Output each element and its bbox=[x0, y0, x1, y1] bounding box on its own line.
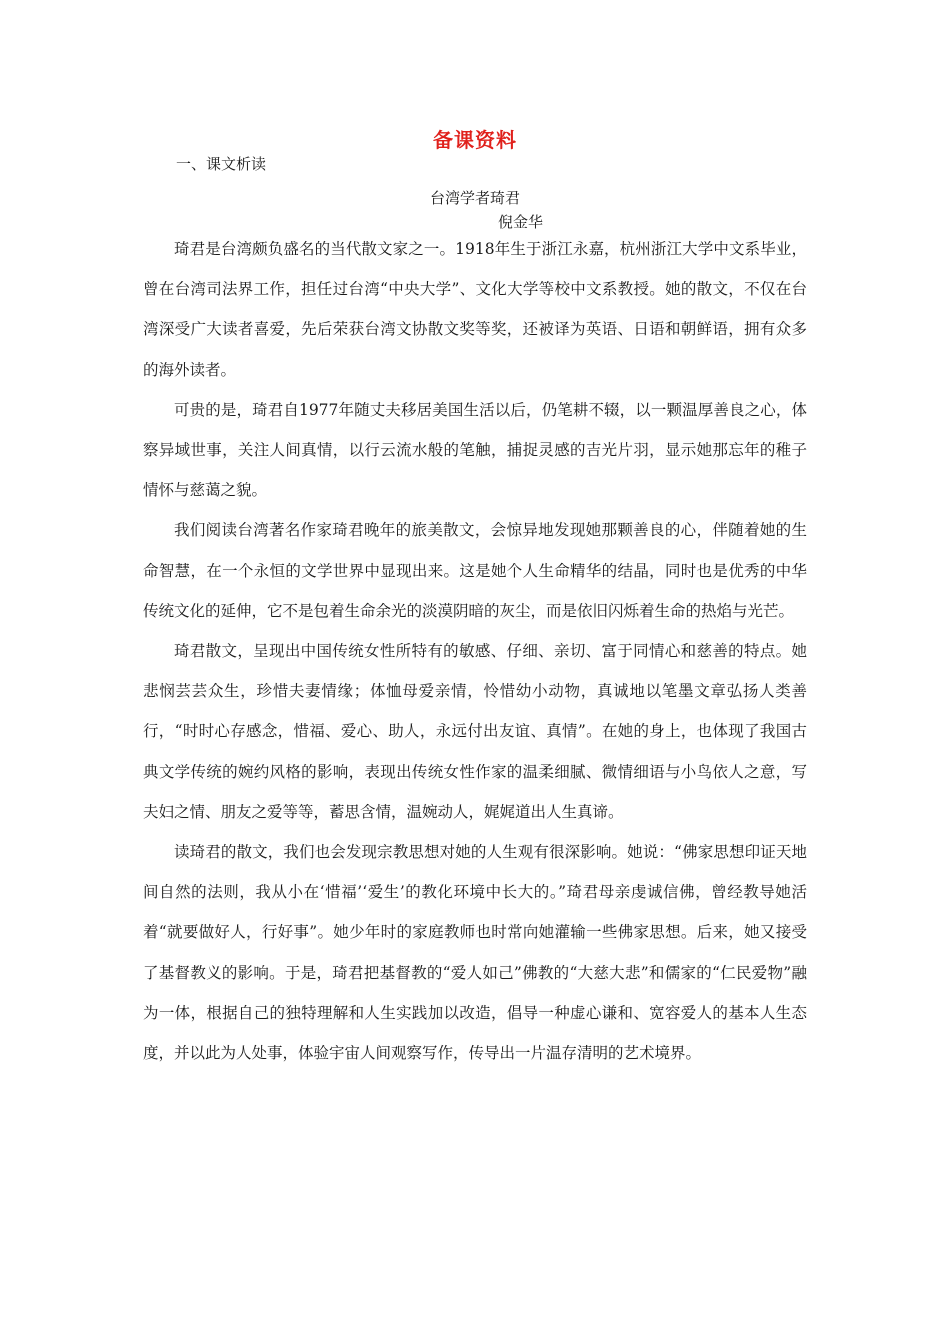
article-author: 倪金华 bbox=[498, 213, 544, 231]
paragraph-3: 我们阅读台湾著名作家琦君晚年的旅美散文，会惊异地发现她那颗善良的心，伴随着她的生命智慧，在一个永恒的文学世界中显现出来。这是她个人生命精华的结晶，同时也是优秀的中华传统文化的延伸，它不是包着生命余光的淡漠阴暗的灰尘，而是依旧闪烁着生命的热焰与光芒。 bbox=[143, 521, 807, 620]
paragraph-1: 琦君是台湾颇负盛名的当代散文家之一。1918年生于浙江永嘉，杭州浙江大学中文系毕业，曾在台湾司法界工作，担任过台湾“中央大学”、文化大学等校中文系教授。她的散文，不仅在台湾深受广大读者喜爱，先后荣获台湾文协散文奖等奖，还被译为英语、日语和朝鲜语，拥有众多的海外读者。 bbox=[143, 240, 807, 379]
paragraph-2: 可贵的是，琦君自1977年随丈夫移居美国生活以后，仍笔耕不辍，以一颗温厚善良之心，体察异域世事，关注人间真情，以行云流水般的笔触，捕捉灵感的吉光片羽，显示她那忘年的稚子情怀与慈蔼之貌。 bbox=[143, 400, 807, 500]
article-body bbox=[143, 229, 807, 1073]
article-title: 台湾学者琦君 bbox=[429, 189, 520, 207]
document-title: 备课资料 bbox=[433, 128, 517, 152]
section-heading: 一、课文析读 bbox=[176, 155, 267, 173]
paragraph-4: 琦君散文，呈现出中国传统女性所特有的敏感、仔细、亲切、富于同情心和慈善的特点。她悲悯芸芸众生，珍惜夫妻情缘；体恤母爱亲情，怜惜幼小动物，真诚地以笔墨文章弘扬人类善行，“时时心存感念，惜福、爱心、助人，永远付出友谊、真情”。在她的身上，也体现了我国古典文学传统的婉约风格的影响，表现出传统女性作家的温柔细腻、微情细语与小鸟依人之意，写夫妇之情、朋友之爱等等，蓄思含情，温婉动人，娓娓道出人生真谛。 bbox=[143, 642, 807, 821]
paragraph-5: 读琦君的散文，我们也会发现宗教思想对她的人生观有很深影响。她说：“佛家思想印证天地间自然的法则，我从小在‘惜福’‘爱生’的教化环境中长大的。”琦君母亲虔诚信佛，曾经教导她活着“就要做好人，行好事”。她少年时的家庭教师也时常向她灌输一些佛家思想。后来，她又接受了基督教义的影响。于是，琦君把基督教的“爱人如己”佛教的“大慈大悲”和儒家的“仁民爱物”融为一体，根据自己的独特理解和人生实践加以改造，倡导一种虚心谦和、宽容爱人的基本人生态度，并以此为人处事，体验宇宙人间观察写作，传导出一片温存清明的艺术境界。 bbox=[143, 843, 807, 1063]
